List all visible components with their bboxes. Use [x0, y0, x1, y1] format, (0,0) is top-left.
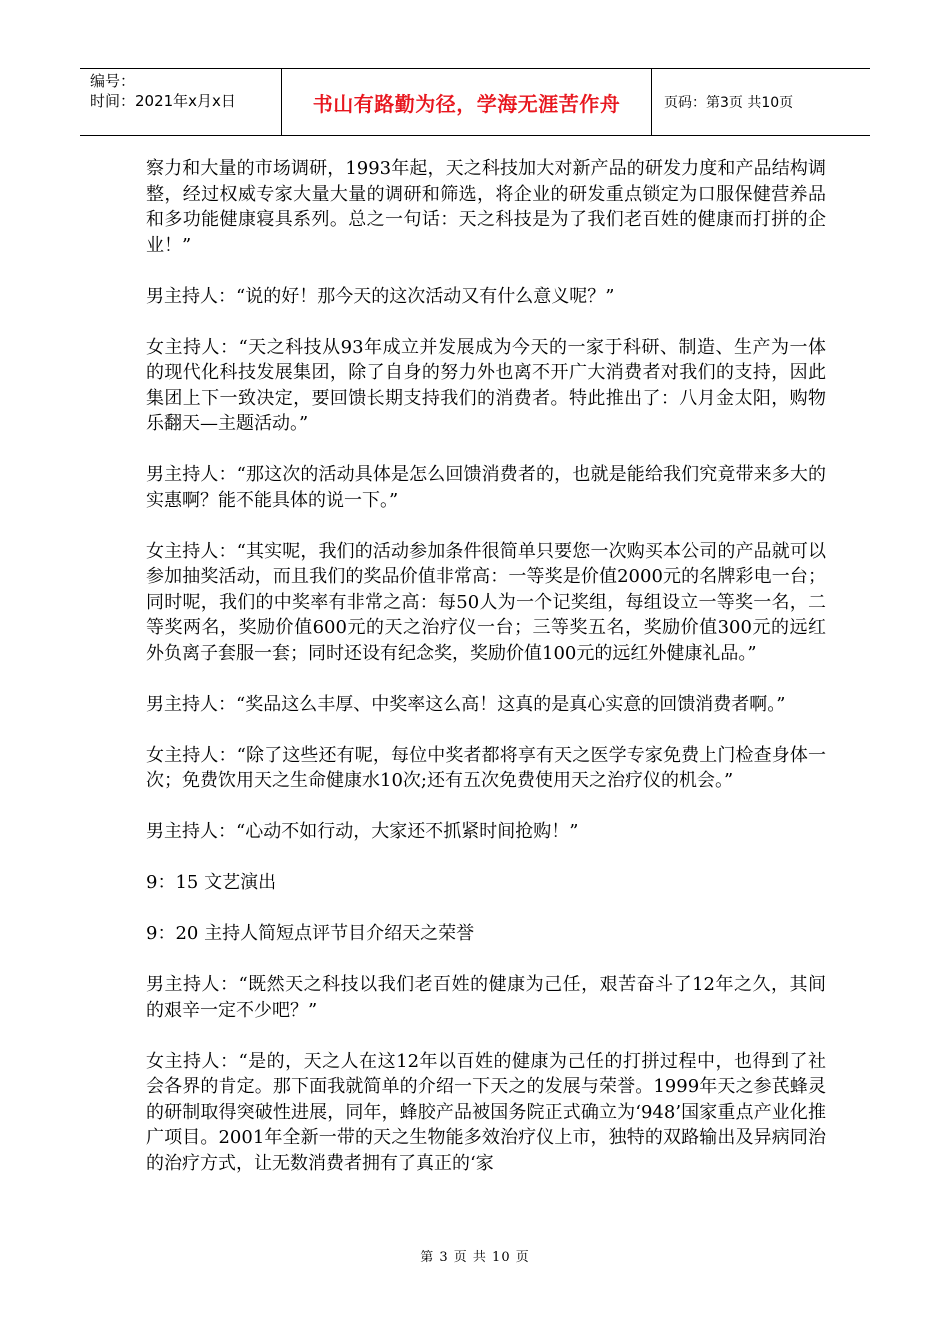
- body-paragraph: 男主持人：“心动不如行动，大家还不抓紧时间抢购！”: [146, 821, 579, 842]
- schedule-item: 9：20 主持人简短点评节目介绍天之荣誉: [146, 923, 475, 944]
- document-time-label: 时间：2021年x月x日: [90, 92, 236, 110]
- header-page-info: 页码：第3页 共10页: [664, 95, 794, 111]
- header-page-info-cell: [652, 69, 870, 135]
- body-paragraph: 女主持人：“是的，天之人在这12年以百姓的健康为己任的打拼过程中，也得到了社会各界的肯定。那下面我就简单的介绍一下天之的发展与荣誉。1999年天之参芪蜂灵的研制取得突破性进展，同年，蜂胶产品被国务院正式确立为‘948’国家重点产业化推广项目。2001年全新一带的天之生物能多效治疗仪上市，独特的双路输出及异病同治的治疗方式，让无数消费者拥有了真正的‘家: [146, 1050, 826, 1174]
- header-motto-cell: [282, 69, 652, 135]
- body-paragraph: 女主持人：“其实呢，我们的活动参加条件很简单只要您一次购买本公司的产品就可以参加抽奖活动，而且我们的奖品价值非常高：一等奖是价值2000元的名牌彩电一台；同时呢，我们的中奖率有非常之高：每50人为一个记奖组，每组设立一等奖一名，二等奖两名，奖励价值600元的天之治疗仪一台；三等奖五名，奖励价值300元的远红外负离子套服一套；同时还设有纪念奖，奖励价值100元的远红外健康礼品。”: [146, 540, 826, 664]
- body-paragraph: 察力和大量的市场调研，1993年起，天之科技加大对新产品的研发力度和产品结构调整，经过权威专家大量大量的调研和筛选，将企业的研发重点锁定为口服保健营养品和多功能健康寝具系列。总之一句话：天之科技是为了我们老百姓的健康而打拼的企业！”: [146, 158, 826, 256]
- footer-page-number: 第 3 页 共 10 页: [420, 1250, 530, 1265]
- document-body: [146, 156, 826, 1202]
- page-header: [80, 68, 870, 136]
- header-motto: 书山有路勤为径，学海无涯苦作舟: [312, 91, 621, 116]
- header-left-cell: [80, 69, 282, 135]
- page-footer: [0, 1246, 950, 1265]
- document-number-label: 编号：: [90, 72, 136, 90]
- body-paragraph: 男主持人：“既然天之科技以我们老百姓的健康为己任，艰苦奋斗了12年之久，其间的艰辛一定不少吧？”: [146, 974, 826, 1021]
- body-paragraph: 女主持人：“天之科技从93年成立并发展成为今天的一家于科研、制造、生产为一体的现代化科技发展集团，除了自身的努力外也离不开广大消费者对我们的支持，因此集团上下一致决定，要回馈长期支持我们的消费者。特此推出了：八月金太阳，购物乐翻天—主题活动。”: [146, 336, 826, 434]
- body-paragraph: 男主持人：“奖品这么丰厚、中奖率这么高！这真的是真心实意的回馈消费者啊。”: [146, 693, 786, 715]
- body-paragraph: 男主持人：“说的好！那今天的这次活动又有什么意义呢？”: [146, 285, 615, 307]
- body-paragraph: 女主持人：“除了这些还有呢，每位中奖者都将享有天之医学专家免费上门检查身体一次；免费饮用天之生命健康水10次;还有五次免费使用天之治疗仪的机会。”: [146, 744, 826, 791]
- schedule-item: 9：15 文艺演出: [146, 872, 277, 893]
- body-paragraph: 男主持人：“那这次的活动具体是怎么回馈消费者的，也就是能给我们究竟带来多大的实惠啊？能不能具体的说一下。”: [146, 464, 826, 511]
